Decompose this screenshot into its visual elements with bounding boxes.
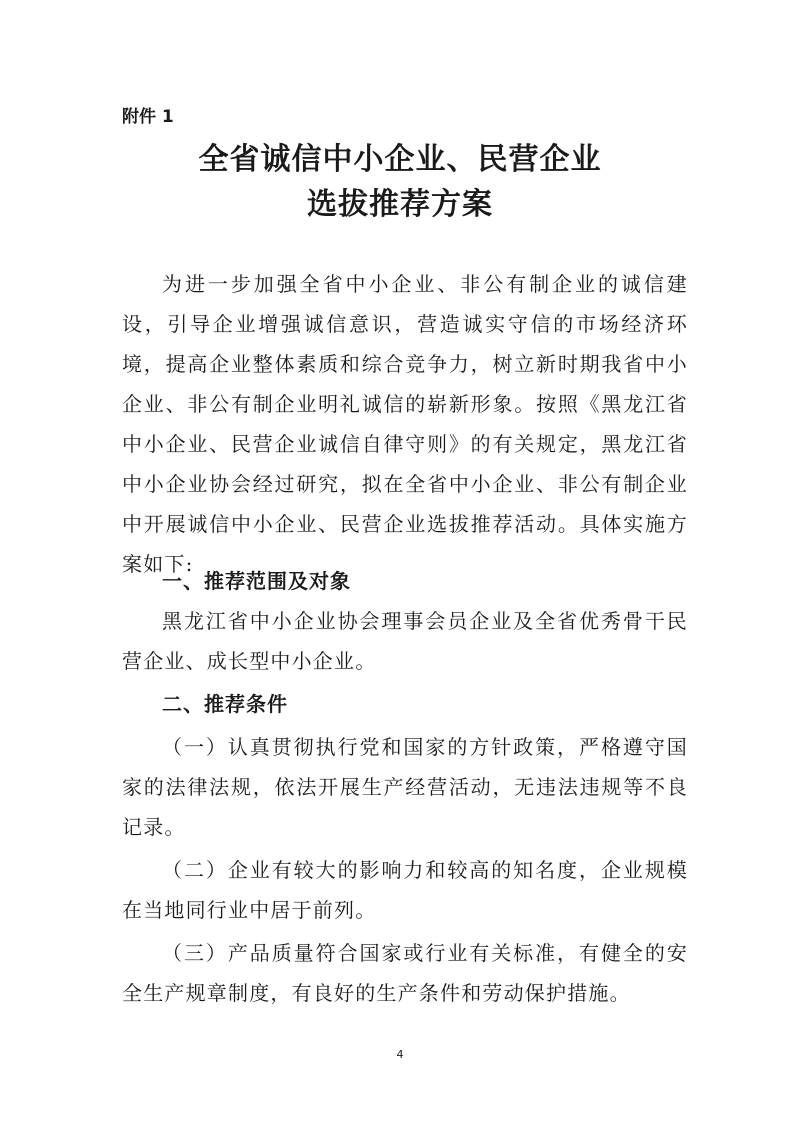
attachment-label: 附件 1 <box>122 107 174 127</box>
scope-paragraph: 黑龙江省中小企业协会理事会员企业及全省优秀骨干民营企业、成长型中小企业。 <box>122 609 688 673</box>
intro-paragraph: 为进一步加强全省中小企业、非公有制企业的诚信建设，引导企业增强诚信意识，营造诚实守信的市场经济环境，提高企业整体素质和综合竞争力，树立新时期我省中小企业、非公有制企业明礼诚信的崭新形象。按照《黑龙江省中小企业、民营企业诚信自律守则》的有关规定，黑龙江省中小企业协会经过研究，拟在全省中小企业、非公有制企业中开展诚信中小企业、民营企业选拔推荐活动。具体实施方案如下: <box>122 272 688 576</box>
page-number: 4 <box>396 1048 404 1061</box>
document-title-line2: 选拔推荐方案 <box>307 187 493 222</box>
section-heading-conditions: 二、推荐条件 <box>162 692 288 716</box>
document-title-line1: 全省诚信中小企业、民营企业 <box>198 142 602 177</box>
condition-paragraph-1: （一）认真贯彻执行党和国家的方针政策，严格遵守国家的法律法规，依法开展生产经营活动，无违法违规等不良记录。 <box>122 735 688 839</box>
section-heading-scope: 一、推荐范围及对象 <box>162 569 351 593</box>
condition-paragraph-3: （三）产品质量符合国家或行业有关标准，有健全的安全生产规章制度，有良好的生产条件和劳动保护措施。 <box>122 941 688 1005</box>
condition-paragraph-2: （二）企业有较大的影响力和较高的知名度，企业规模在当地同行业中居于前列。 <box>122 858 688 922</box>
